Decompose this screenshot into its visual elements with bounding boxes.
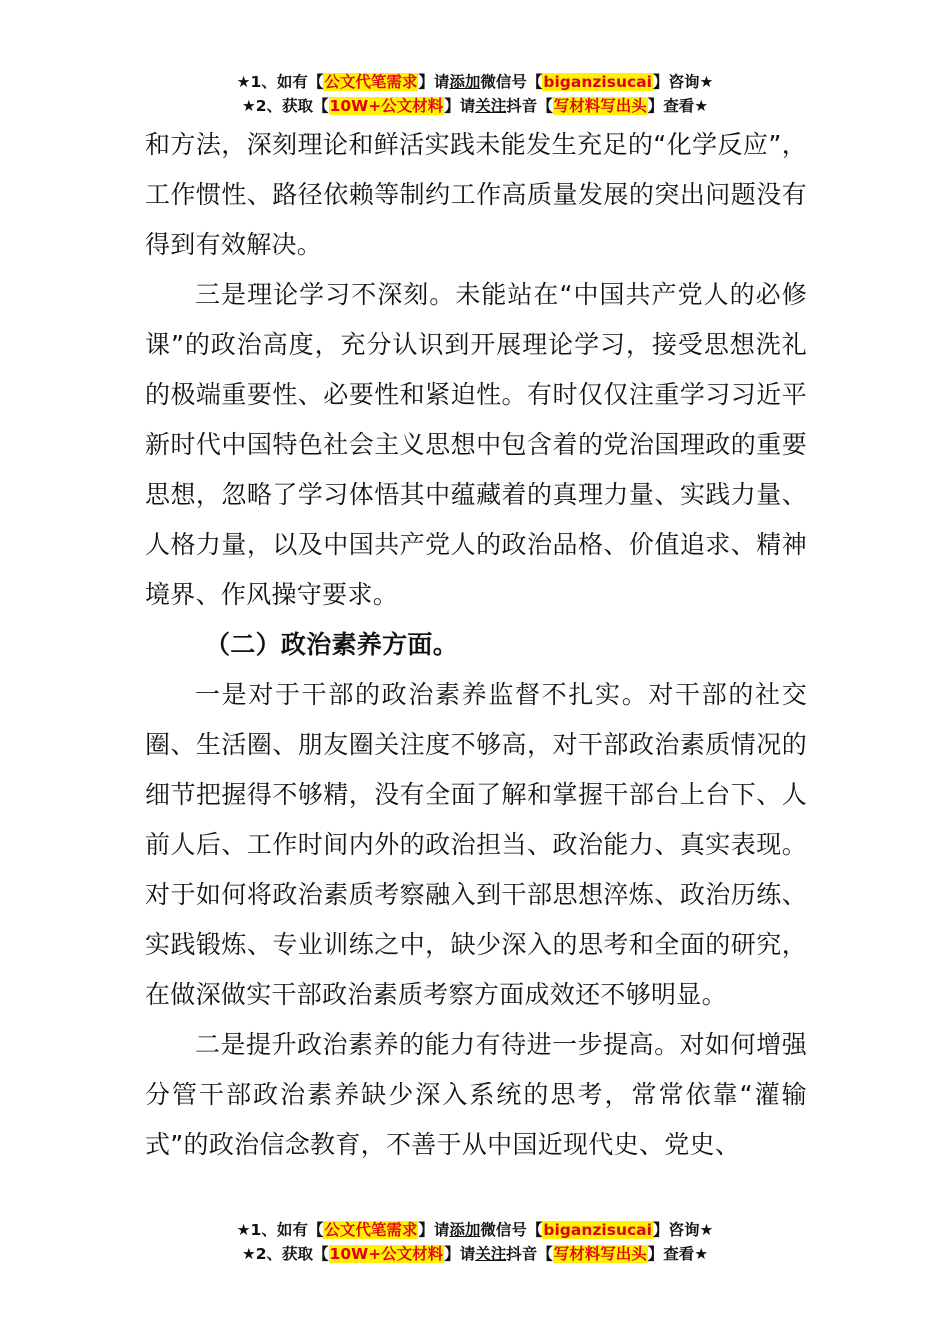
star-icon: ★	[699, 1221, 714, 1239]
footer-banner	[0, 1218, 950, 1266]
star-icon: ★	[699, 73, 714, 91]
highlight-douyin: 写材料写出头	[553, 1245, 647, 1263]
banner-line-1: ★1、如有【公文代笔需求】请添加微信号【biganzisucai】咨询★	[236, 1221, 714, 1239]
star-icon: ★	[694, 1245, 709, 1263]
highlight-wechat-id: biganzisucai	[543, 73, 652, 91]
paragraph-continuation: 和方法，深刻理论和鲜活实践未能发生充足的“化学反应”，工作惯性、路径依赖等制约工作高质量发展的突出问题没有得到有效解决。	[145, 130, 807, 259]
star-icon: ★	[236, 1221, 251, 1239]
highlight-service: 公文代笔需求	[324, 73, 418, 91]
highlight-service: 公文代笔需求	[324, 1221, 418, 1239]
star-icon: ★	[694, 97, 709, 115]
banner-line-2: ★2、获取【10W+公文材料】请关注抖音【写材料写出头】查看★	[241, 1245, 709, 1263]
highlight-materials: 10W+公文材料	[329, 97, 444, 115]
star-icon: ★	[236, 73, 251, 91]
header-banner	[0, 70, 950, 118]
star-icon: ★	[241, 97, 256, 115]
banner-line-2: ★2、获取【10W+公文材料】请关注抖音【写材料写出头】查看★	[241, 97, 709, 115]
star-icon: ★	[241, 1245, 256, 1263]
paragraph-theory-study: 三是理论学习不深刻。未能站在“中国共产党人的必修课”的政治高度，充分认识到开展理论学习，接受思想洗礼的极端重要性、必要性和紧迫性。有时仅仅注重学习习近平新时代中国特色社会主义思想中包含着的党治国理政的重要思想，忽略了学习体悟其中蕴藏着的真理力量、实践力量、人格力量，以及中国共产党人的政治品格、价值追求、精神境界、作风操守要求。	[145, 280, 807, 609]
paragraph-ability: 二是提升政治素养的能力有待进一步提高。对如何增强分管干部政治素养缺少深入系统的思考，常常依靠“灌输式”的政治信念教育，不善于从中国近现代史、党史、	[145, 1030, 807, 1159]
paragraph-supervision: 一是对于干部的政治素养监督不扎实。对干部的社交圈、生活圈、朋友圈关注度不够高，对干部政治素质情况的细节把握得不够精，没有全面了解和掌握干部台上台下、人前人后、工作时间内外的政治担当、政治能力、真实表现。对于如何将政治素质考察融入到干部思想淬炼、政治历练、实践锻炼、专业训练之中，缺少深入的思考和全面的研究，在做深做实干部政治素质考察方面成效还不够明显。	[145, 680, 807, 1009]
banner-line-1: ★1、如有【公文代笔需求】请添加微信号【biganzisucai】咨询★	[236, 73, 714, 91]
highlight-wechat-id: biganzisucai	[543, 1221, 652, 1239]
highlight-materials: 10W+公文材料	[329, 1245, 444, 1263]
document-body	[145, 120, 807, 1170]
highlight-douyin: 写材料写出头	[553, 97, 647, 115]
section-heading: （二）政治素养方面。	[205, 630, 459, 659]
